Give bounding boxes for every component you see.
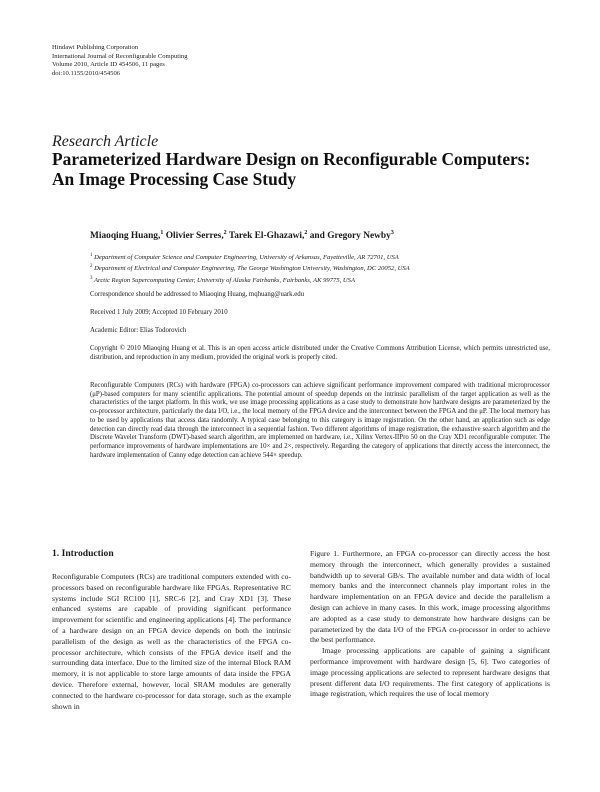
doi: doi:10.1155/2010/454506 — [52, 69, 121, 77]
affiliation: $^2$ Department of Electrical and Computer Engineering, The George Washington University, Washington, DC 20052, USA — [90, 264, 410, 273]
abstract: Reconfigurable Computers (RCs) with hardware (FPGA) co-processors can achieve significant performance improvement compared with traditional microprocessor (μP)-based computers for many scientific applications. The potential amount of speedup depends on the intrinsic parallelism of the target application as well as the characteristics of the target platform. In this work, we use image processing applications as a case study to demonstrate how hardware designs are parameterized by the co-processor architecture, particularly the data I/O, i.e., the local memory of the FPGA device and the interconnect between the FPGA and the μP. The local memory has to be used by applications that access data randomly. A typical case belonging to this category is image registration. On the other hand, an application such as edge detection can directly read data through the interconnect in a sequential fashion. Two different algorithms of image registration, the exhaustive search algorithm and the Discrete Wavelet Transform (DWT)-based search algorithm, are implemented on hardware, i.e., Xilinx Vertex-IIPro 50 on the Cray XD1 reconfigurable computer. The performance improvements of hardware implementations are 10× and 2×, respectively. Regarding the category of applications that directly access the interconnect, the hardware implementation of Canny edge detection can achieve 544× speedup. — [90, 382, 550, 459]
title-line-2: An Image Processing Case Study — [52, 169, 297, 189]
author-affiliation-mark: 2 — [223, 230, 227, 236]
paragraph: Reconfigurable Computers (RCs) are traditional computers extended with co-processors based on reconfigurable hardware like FPGAs. Representative RC systems include SGI RC100 [1], SRC-6 [2], and Cray XD1 [3]. These enhanced systems are capable of providing significant performance improvement for scientific and engineering applications [4]. The performance of a hardware design on an FPGA device depends on both the intrinsic parallelism of the design as well as the characteristics of the FPGA co-processor architecture, which consists of the FPGA device itself and the surrounding data interface. Due to the limited size of the internal Block RAM memory, it is not applicable to store large amounts of data inside the FPGA device. Therefore external, however, local SRAM modules are generally connected to the hardware co-processor for data storage, such as the example shown in — [52, 572, 291, 711]
affiliation-list — [90, 251, 410, 285]
section-heading: 1. Introduction — [52, 548, 114, 559]
journal-header — [52, 44, 188, 78]
article-type: Research Article — [52, 133, 159, 150]
paragraph: Figure 1. Furthermore, an FPGA co-processor can directly access the host memory through the interconnect, which generally provides a sustained bandwidth up to several GB/s. The available number and data width of local memory banks and the interconnect channels play important roles in the hardware implementation on an FPGA device and decide the parallelism a design can achieve in many cases. In this work, image processing algorithms are adopted as a case study to demonstrate how hardware designs can be parameterized by the data I/O of the FPGA co-processor in order to achieve the best performance. — [310, 549, 550, 645]
title-line-1: Parameterized Hardware Design on Reconfigurable Computers: — [52, 149, 531, 169]
author-name: and Gregory Newby — [307, 231, 391, 242]
received-accepted-dates: Received 1 July 2009; Accepted 10 February 2010 — [90, 309, 228, 316]
author-list — [90, 230, 394, 241]
article-title — [52, 149, 572, 189]
affiliation: $^1$ Department of Computer Science and Computer Engineering, University of Arkansas, Fayetteville, AR 72701, USA — [90, 253, 399, 262]
affiliation: $^3$ Arctic Region Supercomputing Center, University of Alaska Fairbanks, Fairbanks, AK 99775, USA — [90, 275, 355, 284]
body-column-left — [52, 572, 291, 712]
author-name: Olivier Serres, — [163, 231, 224, 242]
author-affiliation-mark: 3 — [390, 230, 394, 236]
author-name: Miaoqing Huang, — [90, 231, 161, 242]
author-affiliation-mark: 1 — [160, 230, 164, 236]
correspondence: Correspondence should be addressed to Miaoqing Huang, mqhuang@uark.edu — [90, 291, 305, 298]
publisher: Hindawi Publishing Corporation — [52, 44, 139, 51]
body-column-right — [310, 549, 550, 700]
author-name: Tarek El-Ghazawi, — [226, 231, 305, 242]
author-affiliation-mark: 2 — [304, 230, 308, 236]
paragraph: Image processing applications are capable of gaining a significant performance improvement with hardware design [5, 6]. Two categories of image processing applications are selected to represent hardware designs that present different data I/O requirements. The first category of applications is image registration, which requires the use of local memory — [310, 646, 550, 699]
volume-info: Volume 2010, Article ID 454506, 11 pages — [52, 61, 165, 69]
journal-name: International Journal of Reconfigurable Computing — [52, 52, 188, 60]
copyright-notice: Copyright © 2010 Miaoqing Huang et al. This is an open access article distributed under the Creative Commons Attribution License, which permits unrestricted use, distribution, and reproduction in any medium, provided the original work is properly cited. — [90, 345, 550, 361]
academic-editor: Academic Editor: Elias Todorovich — [90, 327, 187, 334]
